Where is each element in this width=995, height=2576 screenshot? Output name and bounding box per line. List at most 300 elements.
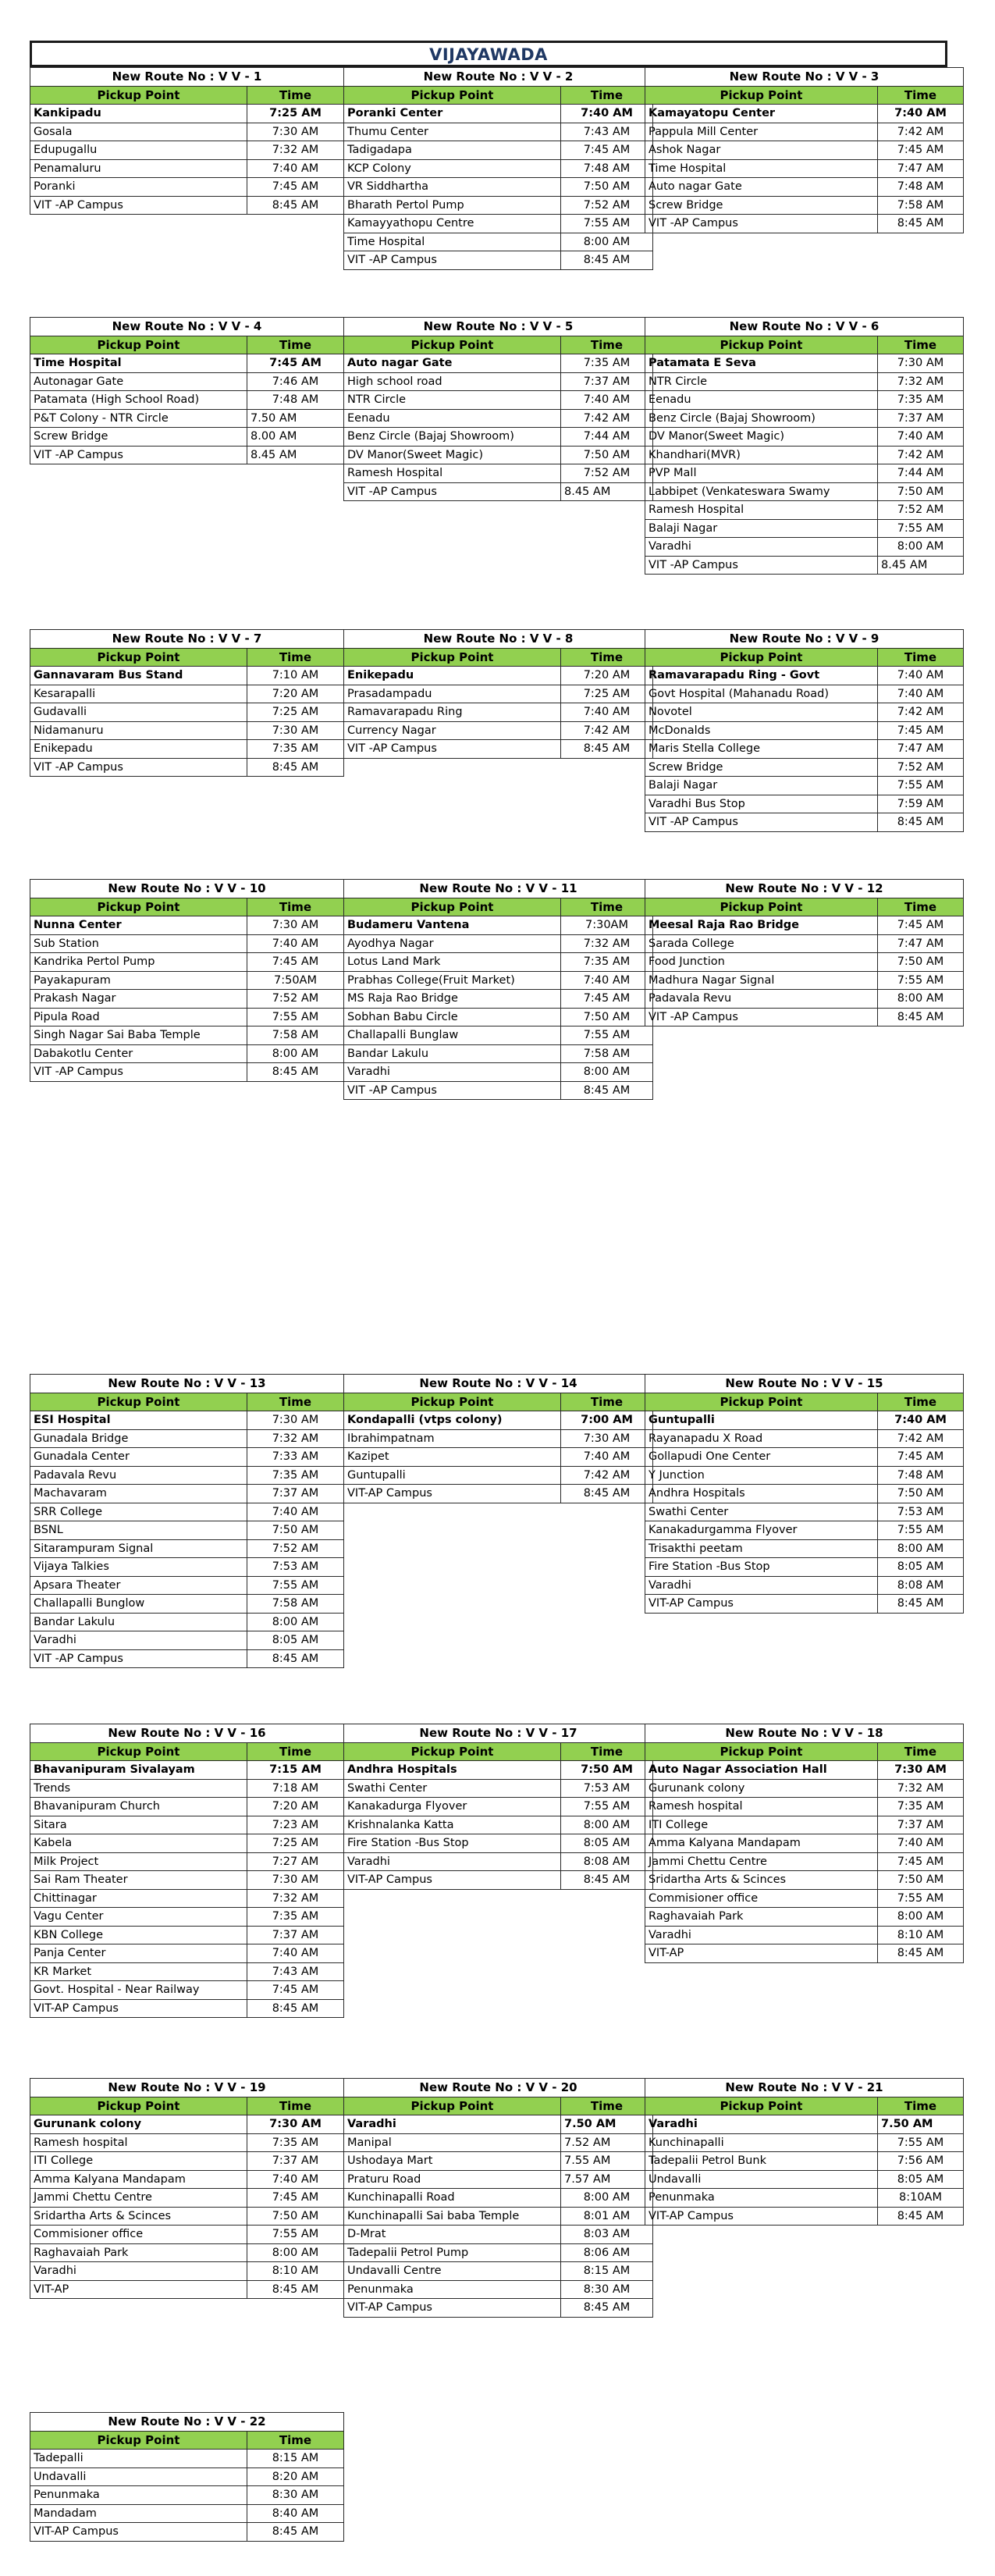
pickup-point: Raghavaiah Park bbox=[645, 1908, 878, 1927]
pickup-point: Varadhi bbox=[30, 1631, 247, 1650]
pickup-point: Gosala bbox=[30, 123, 247, 141]
pickup-point-header: Pickup Point bbox=[344, 2097, 561, 2115]
stop-row bbox=[645, 1779, 964, 1798]
pickup-time: 7:58 AM bbox=[247, 1026, 344, 1045]
pickup-time: 7:30 AM bbox=[878, 1761, 964, 1780]
pickup-time: 7:27 AM bbox=[247, 1852, 344, 1871]
pickup-point: Amma Kalyana Mandapam bbox=[645, 1834, 878, 1853]
pickup-time: 8:45 AM bbox=[561, 2299, 653, 2318]
pickup-point: Penunmaka bbox=[30, 2486, 247, 2505]
pickup-time: 7:52 AM bbox=[561, 196, 653, 215]
stop-row bbox=[30, 916, 344, 935]
stop-row bbox=[344, 409, 653, 428]
stop-row bbox=[30, 372, 344, 391]
pickup-point-header: Pickup Point bbox=[30, 1742, 247, 1761]
pickup-time: 7:37 AM bbox=[878, 409, 964, 428]
stop-row bbox=[30, 1521, 344, 1540]
pickup-time: 7:50 AM bbox=[247, 2207, 344, 2226]
route-table bbox=[645, 879, 964, 1026]
route-table bbox=[645, 2078, 964, 2226]
stop-row bbox=[30, 1908, 344, 1927]
stop-row bbox=[645, 105, 964, 123]
pickup-time: 7:50 AM bbox=[878, 1485, 964, 1503]
route-table bbox=[343, 1724, 653, 1890]
pickup-point: Varadhi bbox=[344, 1063, 561, 1082]
pickup-time: 7:37 AM bbox=[878, 1816, 964, 1834]
stop-row bbox=[344, 2207, 653, 2226]
stop-row bbox=[645, 1503, 964, 1521]
stop-row bbox=[30, 2152, 344, 2171]
pickup-point-header: Pickup Point bbox=[645, 1393, 878, 1411]
pickup-point: Krishnalanka Katta bbox=[344, 1816, 561, 1834]
stop-row bbox=[645, 1485, 964, 1503]
stop-row bbox=[344, 1852, 653, 1871]
stop-row bbox=[344, 1026, 653, 1045]
time-header: Time bbox=[247, 898, 344, 916]
pickup-point: KCP Colony bbox=[344, 159, 561, 178]
pickup-time: 8:00 AM bbox=[878, 1539, 964, 1558]
pickup-time: 7:45 AM bbox=[878, 721, 964, 740]
stop-row bbox=[645, 990, 964, 1009]
time-header: Time bbox=[247, 336, 344, 354]
stop-row bbox=[30, 2189, 344, 2208]
stop-row bbox=[645, 215, 964, 233]
pickup-point: VIT-AP Campus bbox=[344, 1871, 561, 1890]
stop-row bbox=[30, 1981, 344, 2000]
pickup-point: Amma Kalyana Mandapam bbox=[30, 2170, 247, 2189]
pickup-point: Milk Project bbox=[30, 1852, 247, 1871]
pickup-point: NTR Circle bbox=[344, 391, 561, 410]
pickup-point: Govt. Hospital - Near Railway bbox=[30, 1981, 247, 2000]
stop-row bbox=[645, 196, 964, 215]
pickup-time: 7:30 AM bbox=[878, 354, 964, 373]
pickup-point: Sub Station bbox=[30, 934, 247, 953]
stop-row bbox=[344, 740, 653, 759]
stop-row bbox=[645, 354, 964, 373]
pickup-time: 7:48 AM bbox=[247, 391, 344, 410]
pickup-time: 7:30 AM bbox=[247, 916, 344, 935]
pickup-point: Gudavalli bbox=[30, 703, 247, 722]
pickup-point: VIT -AP Campus bbox=[645, 556, 878, 575]
stop-row bbox=[30, 1962, 344, 1981]
pickup-time: 8:45 AM bbox=[247, 1649, 344, 1668]
pickup-time: 7:35 AM bbox=[247, 1908, 344, 1927]
stop-row bbox=[344, 2115, 653, 2134]
pickup-time: 7:10 AM bbox=[247, 667, 344, 685]
stop-row bbox=[645, 1595, 964, 1614]
stop-row bbox=[344, 482, 653, 501]
stop-row bbox=[30, 409, 344, 428]
stop-row bbox=[30, 971, 344, 990]
pickup-time: 8:05 AM bbox=[247, 1631, 344, 1650]
pickup-point: VIT-AP Campus bbox=[645, 2207, 878, 2226]
pickup-point: VIT -AP Campus bbox=[30, 196, 247, 215]
pickup-point: Balaji Nagar bbox=[645, 777, 878, 795]
pickup-time: 7.57 AM bbox=[561, 2170, 653, 2189]
pickup-point: Raghavaiah Park bbox=[30, 2243, 247, 2262]
pickup-time: 7.50 AM bbox=[878, 2115, 964, 2134]
pickup-time: 7:00 AM bbox=[561, 1411, 653, 1430]
pickup-point: Challapalli Bunglaw bbox=[344, 1026, 561, 1045]
pickup-time: 7:37 AM bbox=[247, 2152, 344, 2171]
pickup-time: 8.00 AM bbox=[247, 428, 344, 447]
pickup-time: 7:35 AM bbox=[247, 740, 344, 759]
pickup-time: 7:40 AM bbox=[561, 1448, 653, 1467]
time-header: Time bbox=[561, 86, 653, 105]
stop-row bbox=[344, 1798, 653, 1816]
pickup-point: Enikepadu bbox=[30, 740, 247, 759]
pickup-point: Kazipet bbox=[344, 1448, 561, 1467]
pickup-point: Kamayyathopu Centre bbox=[344, 215, 561, 233]
stop-row bbox=[344, 446, 653, 464]
pickup-point: Kunchinapalli bbox=[645, 2133, 878, 2152]
stop-row bbox=[30, 1871, 344, 1890]
pickup-point: Time Hospital bbox=[645, 159, 878, 178]
pickup-point: Govt Hospital (Mahanadu Road) bbox=[645, 685, 878, 703]
route-number: New Route No : V V - 17 bbox=[344, 1724, 653, 1743]
stop-row bbox=[30, 2450, 344, 2468]
route-table bbox=[30, 879, 344, 1082]
stop-row bbox=[645, 1926, 964, 1944]
pickup-point: McDonalds bbox=[645, 721, 878, 740]
pickup-time: 8:00 AM bbox=[561, 2189, 653, 2208]
stop-row bbox=[645, 1539, 964, 1558]
stop-row bbox=[30, 2280, 344, 2299]
time-header: Time bbox=[878, 336, 964, 354]
pickup-time: 7:42 AM bbox=[878, 1429, 964, 1448]
pickup-time: 7:45 AM bbox=[878, 141, 964, 160]
pickup-point-header: Pickup Point bbox=[645, 1742, 878, 1761]
route-number: New Route No : V V - 9 bbox=[645, 630, 964, 649]
route-number: New Route No : V V - 8 bbox=[344, 630, 653, 649]
pickup-point: VIT-AP Campus bbox=[30, 2523, 247, 2542]
pickup-time: 7:32 AM bbox=[878, 1779, 964, 1798]
pickup-time: 7:45 AM bbox=[878, 916, 964, 935]
stop-row bbox=[344, 1448, 653, 1467]
stop-row bbox=[344, 215, 653, 233]
pickup-time: 8:00 AM bbox=[561, 233, 653, 251]
pickup-point-header: Pickup Point bbox=[645, 86, 878, 105]
pickup-point: Sai Ram Theater bbox=[30, 1871, 247, 1890]
pickup-point: Andhra Hospitals bbox=[645, 1485, 878, 1503]
pickup-point: Kabela bbox=[30, 1834, 247, 1853]
stop-row bbox=[645, 2170, 964, 2189]
pickup-time: 7:45 AM bbox=[561, 141, 653, 160]
stop-row bbox=[30, 1558, 344, 1577]
route-table bbox=[645, 1374, 964, 1614]
pickup-point: Nunna Center bbox=[30, 916, 247, 935]
pickup-point: Bharath Pertol Pump bbox=[344, 196, 561, 215]
pickup-time: 8:08 AM bbox=[878, 1576, 964, 1595]
pickup-time: 7:50 AM bbox=[561, 1008, 653, 1026]
pickup-point: Khandhari(MVR) bbox=[645, 446, 878, 464]
pickup-time: 7:55 AM bbox=[247, 1576, 344, 1595]
pickup-time: 7:44 AM bbox=[561, 428, 653, 447]
pickup-point: Commisioner office bbox=[30, 2226, 247, 2244]
stop-row bbox=[344, 1008, 653, 1026]
pickup-point: Lotus Land Mark bbox=[344, 953, 561, 972]
stop-row bbox=[645, 777, 964, 795]
pickup-time: 8:45 AM bbox=[561, 1871, 653, 1890]
stop-row bbox=[344, 667, 653, 685]
pickup-point: Kondapalli (vtps colony) bbox=[344, 1411, 561, 1430]
pickup-time: 7:50AM bbox=[247, 971, 344, 990]
pickup-point-header: Pickup Point bbox=[645, 898, 878, 916]
stop-row bbox=[645, 1834, 964, 1853]
stop-row bbox=[30, 1595, 344, 1614]
pickup-point: Screw Bridge bbox=[30, 428, 247, 447]
stop-row bbox=[645, 2115, 964, 2134]
pickup-time: 8:00 AM bbox=[561, 1816, 653, 1834]
pickup-time: 7:25 AM bbox=[247, 105, 344, 123]
pickup-time: 7:44 AM bbox=[878, 464, 964, 483]
pickup-point: Penunmaka bbox=[645, 2189, 878, 2208]
pickup-point: Praturu Road bbox=[344, 2170, 561, 2189]
stop-row bbox=[30, 721, 344, 740]
pickup-time: 8:00 AM bbox=[878, 538, 964, 557]
route-table bbox=[30, 1374, 344, 1668]
pickup-time: 7:45 AM bbox=[878, 1852, 964, 1871]
pickup-point: Benz Circle (Bajaj Showroom) bbox=[344, 428, 561, 447]
stop-row bbox=[645, 391, 964, 410]
stop-row bbox=[344, 1429, 653, 1448]
pickup-point: Tadigadapa bbox=[344, 141, 561, 160]
pickup-time: 7:25 AM bbox=[561, 685, 653, 703]
stop-row bbox=[30, 1429, 344, 1448]
stop-row bbox=[645, 372, 964, 391]
pickup-point: Swathi Center bbox=[645, 1503, 878, 1521]
pickup-time: 8:45 AM bbox=[247, 758, 344, 777]
pickup-time: 7:48 AM bbox=[878, 178, 964, 197]
pickup-time: 7:58 AM bbox=[878, 196, 964, 215]
stop-row bbox=[30, 2115, 344, 2134]
pickup-point: Bandar Lakulu bbox=[344, 1044, 561, 1063]
stop-row bbox=[30, 1448, 344, 1467]
pickup-time: 8:05 AM bbox=[878, 2170, 964, 2189]
pickup-time: 8:45 AM bbox=[878, 2207, 964, 2226]
pickup-point: ITI College bbox=[30, 2152, 247, 2171]
stop-row bbox=[344, 2170, 653, 2189]
pickup-time: 7:32 AM bbox=[247, 1429, 344, 1448]
route-table bbox=[645, 629, 964, 832]
time-header: Time bbox=[878, 86, 964, 105]
pickup-time: 7:53 AM bbox=[247, 1558, 344, 1577]
route-table bbox=[645, 317, 964, 575]
pickup-time: 7:30 AM bbox=[247, 1411, 344, 1430]
stop-row bbox=[344, 354, 653, 373]
pickup-time: 7:55 AM bbox=[247, 1008, 344, 1026]
pickup-time: 7:55 AM bbox=[247, 2226, 344, 2244]
stop-row bbox=[344, 159, 653, 178]
pickup-time: 8:45 AM bbox=[878, 1008, 964, 1026]
stop-row bbox=[30, 2207, 344, 2226]
pickup-point: Eenadu bbox=[645, 391, 878, 410]
pickup-time: 7:32 AM bbox=[247, 1889, 344, 1908]
route-number: New Route No : V V - 18 bbox=[645, 1724, 964, 1743]
pickup-time: 7:30 AM bbox=[247, 1871, 344, 1890]
stop-row bbox=[30, 178, 344, 197]
pickup-point: High school road bbox=[344, 372, 561, 391]
pickup-time: 7:47 AM bbox=[878, 934, 964, 953]
stop-row bbox=[645, 2152, 964, 2171]
pickup-point: Undavalli bbox=[645, 2170, 878, 2189]
stop-row bbox=[344, 916, 653, 935]
stop-row bbox=[30, 934, 344, 953]
pickup-time: 7:50 AM bbox=[561, 178, 653, 197]
pickup-time: 7:53 AM bbox=[561, 1779, 653, 1798]
stop-row bbox=[30, 1999, 344, 2018]
stop-row bbox=[30, 141, 344, 160]
pickup-point-header: Pickup Point bbox=[344, 1393, 561, 1411]
pickup-time: 7:42 AM bbox=[561, 409, 653, 428]
time-header: Time bbox=[247, 2097, 344, 2115]
stop-row bbox=[30, 667, 344, 685]
time-header: Time bbox=[561, 648, 653, 667]
stop-row bbox=[30, 1779, 344, 1798]
pickup-point: Bandar Lakulu bbox=[30, 1613, 247, 1631]
route-number: New Route No : V V - 3 bbox=[645, 68, 964, 87]
stop-row bbox=[645, 1411, 964, 1430]
pickup-point: Ashok Nagar bbox=[645, 141, 878, 160]
pickup-point: Padavala Revu bbox=[645, 990, 878, 1009]
stop-row bbox=[30, 2486, 344, 2505]
pickup-point: Maris Stella College bbox=[645, 740, 878, 759]
stop-row bbox=[30, 740, 344, 759]
stop-row bbox=[344, 2152, 653, 2171]
pickup-point: Andhra Hospitals bbox=[344, 1761, 561, 1780]
route-table bbox=[343, 67, 653, 270]
pickup-point: Penunmaka bbox=[344, 2280, 561, 2299]
pickup-point: Sobhan Babu Circle bbox=[344, 1008, 561, 1026]
pickup-point: Pipula Road bbox=[30, 1008, 247, 1026]
stop-row bbox=[344, 1761, 653, 1780]
pickup-point-header: Pickup Point bbox=[344, 648, 561, 667]
pickup-point: Bhavanipuram Church bbox=[30, 1798, 247, 1816]
pickup-point: Varadhi bbox=[645, 538, 878, 557]
pickup-point: VIT-AP bbox=[30, 2280, 247, 2299]
time-header: Time bbox=[247, 648, 344, 667]
stop-row bbox=[344, 233, 653, 251]
pickup-time: 7:40 AM bbox=[878, 1834, 964, 1853]
stop-row bbox=[645, 428, 964, 447]
pickup-point: PVP Mall bbox=[645, 464, 878, 483]
stop-row bbox=[344, 1063, 653, 1082]
pickup-point: Varadhi bbox=[30, 2262, 247, 2281]
pickup-point: VIT -AP Campus bbox=[645, 1008, 878, 1026]
stop-row bbox=[30, 1044, 344, 1063]
stop-row bbox=[344, 428, 653, 447]
pickup-time: 7:55 AM bbox=[561, 1026, 653, 1045]
stop-row bbox=[344, 196, 653, 215]
stop-row bbox=[344, 2280, 653, 2299]
stop-row bbox=[645, 685, 964, 703]
stop-row bbox=[344, 1834, 653, 1853]
pickup-time: 7:45 AM bbox=[247, 2189, 344, 2208]
pickup-time: 7:35 AM bbox=[878, 1798, 964, 1816]
pickup-time: 7:30 AM bbox=[247, 2115, 344, 2134]
pickup-time: 7:40 AM bbox=[878, 1411, 964, 1430]
route-table bbox=[343, 317, 653, 501]
pickup-time: 7.50 AM bbox=[561, 2115, 653, 2134]
stop-row bbox=[30, 1576, 344, 1595]
pickup-point: DV Manor(Sweet Magic) bbox=[645, 428, 878, 447]
stop-row bbox=[645, 1521, 964, 1540]
route-number: New Route No : V V - 20 bbox=[344, 2079, 653, 2097]
pickup-time: 7:20 AM bbox=[247, 1798, 344, 1816]
stop-row bbox=[30, 1834, 344, 1853]
pickup-point: Poranki Center bbox=[344, 105, 561, 123]
stop-row bbox=[645, 934, 964, 953]
pickup-point: VIT-AP Campus bbox=[344, 2299, 561, 2318]
pickup-time: 7:15 AM bbox=[247, 1761, 344, 1780]
route-table bbox=[343, 1374, 653, 1503]
pickup-time: 7:48 AM bbox=[561, 159, 653, 178]
pickup-time: 8:45 AM bbox=[878, 813, 964, 832]
pickup-time: 7:55 AM bbox=[561, 1798, 653, 1816]
stop-row bbox=[30, 428, 344, 447]
stop-row bbox=[344, 123, 653, 141]
pickup-time: 7:45 AM bbox=[247, 178, 344, 197]
stop-row bbox=[344, 1411, 653, 1430]
pickup-time: 7:47 AM bbox=[878, 740, 964, 759]
pickup-time: 8:45 AM bbox=[247, 196, 344, 215]
stop-row bbox=[30, 1063, 344, 1082]
pickup-time: 7:40 AM bbox=[247, 2170, 344, 2189]
stop-row bbox=[645, 1008, 964, 1026]
pickup-time: 7:32 AM bbox=[878, 372, 964, 391]
stop-row bbox=[645, 758, 964, 777]
route-number: New Route No : V V - 14 bbox=[344, 1375, 653, 1393]
stop-row bbox=[344, 2189, 653, 2208]
pickup-point: Padavala Revu bbox=[30, 1466, 247, 1485]
stop-row bbox=[344, 934, 653, 953]
stop-row bbox=[30, 2523, 344, 2542]
stop-row bbox=[30, 2226, 344, 2244]
pickup-point: Sitara bbox=[30, 1816, 247, 1834]
pickup-point: Commisioner office bbox=[645, 1889, 878, 1908]
pickup-time: 7:43 AM bbox=[561, 123, 653, 141]
pickup-time: 7:52 AM bbox=[878, 758, 964, 777]
pickup-point: Tadepalii Petrol Bunk bbox=[645, 2152, 878, 2171]
pickup-point: Jammi Chettu Centre bbox=[645, 1852, 878, 1871]
pickup-point: Ramesh Hospital bbox=[344, 464, 561, 483]
pickup-time: 8:00 AM bbox=[878, 990, 964, 1009]
stop-row bbox=[344, 721, 653, 740]
stop-row bbox=[30, 123, 344, 141]
pickup-point: Enikepadu bbox=[344, 667, 561, 685]
pickup-time: 7:35 AM bbox=[247, 2133, 344, 2152]
stop-row bbox=[344, 1485, 653, 1503]
pickup-time: 7:47 AM bbox=[878, 159, 964, 178]
pickup-point: Varadhi bbox=[344, 2115, 561, 2134]
stop-row bbox=[645, 482, 964, 501]
pickup-time: 7:55 AM bbox=[878, 971, 964, 990]
pickup-point: Ushodaya Mart bbox=[344, 2152, 561, 2171]
pickup-point: VR Siddhartha bbox=[344, 178, 561, 197]
pickup-time: 7:43 AM bbox=[247, 1962, 344, 1981]
stop-row bbox=[344, 2243, 653, 2262]
pickup-point-header: Pickup Point bbox=[344, 898, 561, 916]
pickup-time: 7:55 AM bbox=[878, 1521, 964, 1540]
time-header: Time bbox=[878, 1742, 964, 1761]
stop-row bbox=[645, 1852, 964, 1871]
stop-row bbox=[645, 1558, 964, 1577]
stop-row bbox=[30, 1889, 344, 1908]
pickup-time: 8:05 AM bbox=[561, 1834, 653, 1853]
stop-row bbox=[645, 446, 964, 464]
pickup-point: Currency Nagar bbox=[344, 721, 561, 740]
pickup-point: Bhavanipuram Sivalayam bbox=[30, 1761, 247, 1780]
